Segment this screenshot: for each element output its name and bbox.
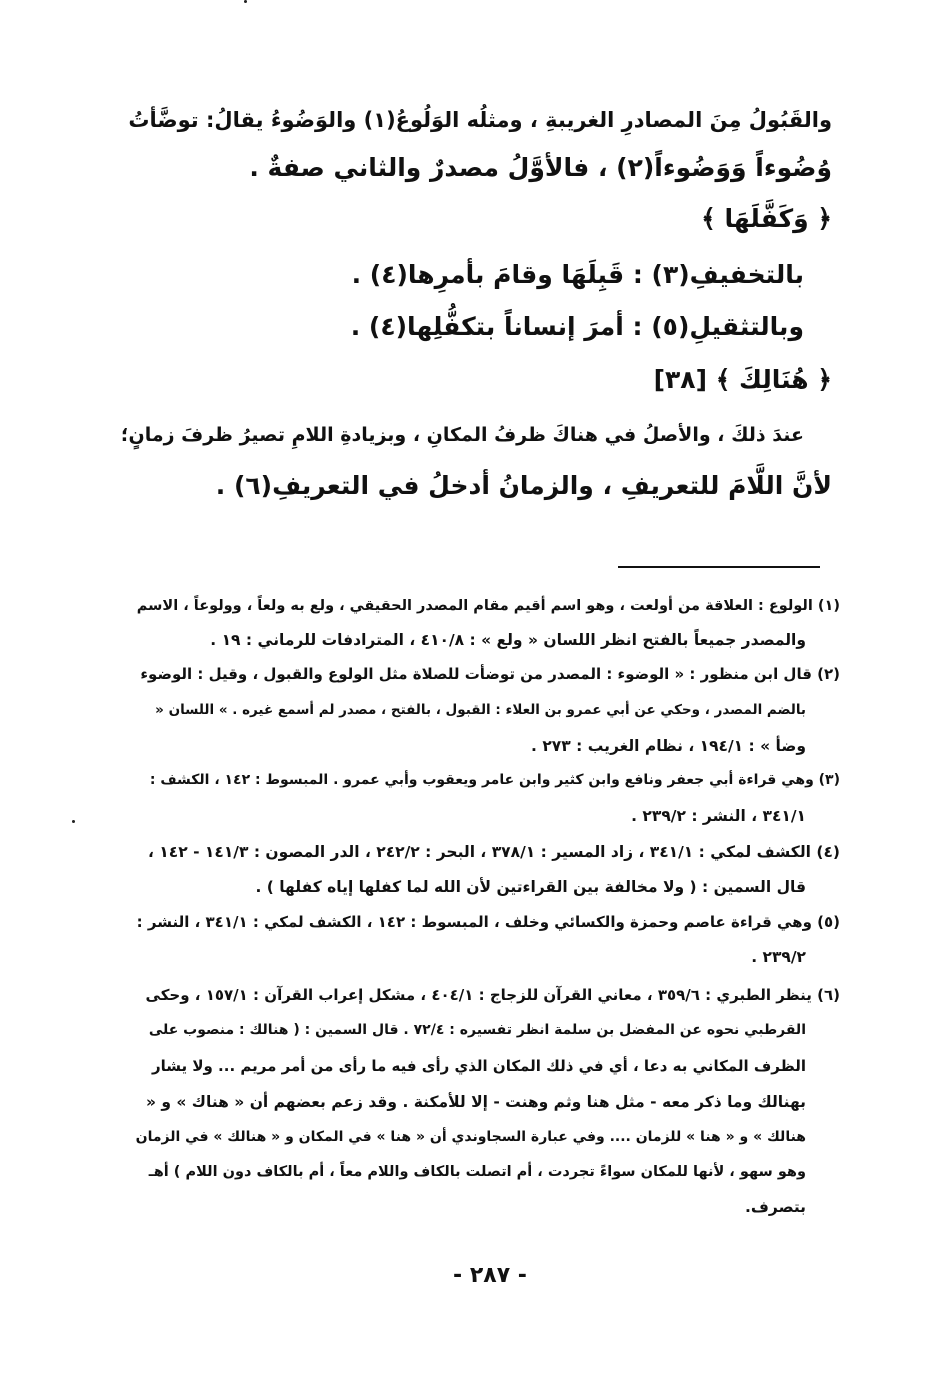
footnote-6-line-6: وهو سهو ، لأنها للمكان سواءً تجردت ، أم اتصلت بالكاف واللام معاً ، أم بالكاف دون اللام ) أهـ — [148, 1164, 806, 1180]
scan-speck — [244, 0, 247, 3]
quran-term-kaffalaha: ﴿ وَكَفَّلَهَا ﴾ — [701, 204, 832, 233]
main-text-line-8: لأنَّ اللَّامَ للتعريفِ ، والزمانُ أدخلُ في التعريفِ(٦) . — [215, 471, 832, 500]
footnote-6-line-3: الظرف المكاني به دعا ، أي في ذلك المكان الذي رأى فيه ما رأى من أمر مريم ... ولا يشار — [151, 1057, 806, 1075]
footnote-5-line-2: ٢٣٩/٢ . — [751, 948, 806, 966]
footnote-1-line-2: والمصدر جميعاً بالفتح انظر اللسان « ولع » : ٤١٠/٨ ، المترادفات للرماني : ١٩ . — [210, 631, 806, 649]
scan-speck — [72, 820, 75, 823]
main-text-line-1: والقَبُولُ مِنَ المصادرِ الغريبةِ ، ومثلُه الوَلُوعُ(١) والوَضُوءُ يقالُ: توضَّأتُ — [128, 108, 832, 132]
footnote-4-line-1: (٤) الكشف لمكي : ٣٤١/١ ، زاد المسير : ٣٧٨/١ ، البحر : ٢٤٢/٢ ، الدر المصون : ١٤١/٣ - ١٤٢ ، — [147, 843, 840, 861]
footnote-1-line-1: (١) الولوع : العلاقة من أولعت ، وهو اسم أقيم مقام المصدر الحقيقي ، ولع به ولعاً ، وولوعاً ، الاسم — [136, 598, 840, 614]
footnote-3-line-1: (٣) وهي قراءة أبي جعفر ونافع وابن كثير وابن عامر ويعقوب وأبي عمرو . المبسوط : ١٤٢ ، الكشف : — [149, 772, 840, 788]
footnote-4-line-2: قال السمين : ( ولا مخالفة بين القراءتين لأن الله لما كفلها إياه كفلها ) . — [255, 878, 806, 896]
footnote-2-line-2: بالضم المصدر ، وحكي عن أبي عمرو بن العلاء : القبول ، بالفتح ، مصدر لم أسمع غيره . » اللسان « — [155, 702, 806, 718]
footnote-6-line-2: القرطبي نحوه عن المفضل بن سلمة انظر تفسيره : ٧٢/٤ . قال السمين : ( هنالك : منصوب على — [148, 1022, 806, 1038]
page-number: - ٢٨٧ - — [453, 1263, 527, 1288]
footnote-3-line-2: ٣٤١/١ ، النشر : ٢٣٩/٢ . — [631, 807, 806, 825]
footnote-6-line-4: بهنالك وما ذكر معه - مثل هنا وثم وهنت - إلا للأمكنة . وقد زعم بعضهم أن « هناك » و « — [145, 1093, 806, 1111]
footnote-6-line-7: بتصرف. — [745, 1198, 806, 1216]
footnote-separator — [618, 566, 820, 568]
quran-term-hunalika: ﴿ هُنَالِكَ ﴾ [٣٨] — [653, 365, 832, 394]
footnote-2-line-3: وضأ » : ١٩٤/١ ، نظام الغريب : ٢٧٣ . — [531, 737, 806, 755]
footnote-6-line-1: (٦) ينظر الطبري : ٣٥٩/٦ ، معاني القرآن للزجاج : ٤٠٤/١ ، مشكل إعراب القرآن : ١٥٧/١ ، وحكى — [145, 986, 840, 1004]
main-text-line-4: بالتخفيفِ(٣) : قَبِلَهَا وقامَ بأمرِها(٤) . — [351, 260, 804, 289]
main-text-line-2: وُضُوءاً وَوَضُوءاً(٢) ، فالأوَّلُ مصدرٌ والثاني صفةٌ . — [249, 153, 832, 182]
footnote-2-line-1: (٢) قال ابن منظور : « الوضوء : المصدر من توضأت للصلاة مثل الولوع والقبول ، وقيل : الوضوء — [140, 665, 840, 683]
footnote-6-line-5: هنالك » و « هنا » للزمان .... وفي عبارة السجاوندي أن « هنا » في المكان و « هنالك » في الزمان — [135, 1129, 806, 1145]
main-text-line-7: عندَ ذلكَ ، والأصلُ في هناكَ ظرفُ المكانِ ، وبزيادةِ اللامِ تصيرُ ظرفَ زمانٍ؛ — [120, 424, 804, 446]
footnote-5-line-1: (٥) وهي قراءة عاصم وحمزة والكسائي وخلف ، المبسوط : ١٤٢ ، الكشف لمكي : ٣٤١/١ ، النشر : — [136, 913, 840, 931]
main-text-line-5: وبالتثقيلِ(٥) : أمرَ إنساناً بتكفُّلِها(٤) . — [350, 312, 804, 341]
